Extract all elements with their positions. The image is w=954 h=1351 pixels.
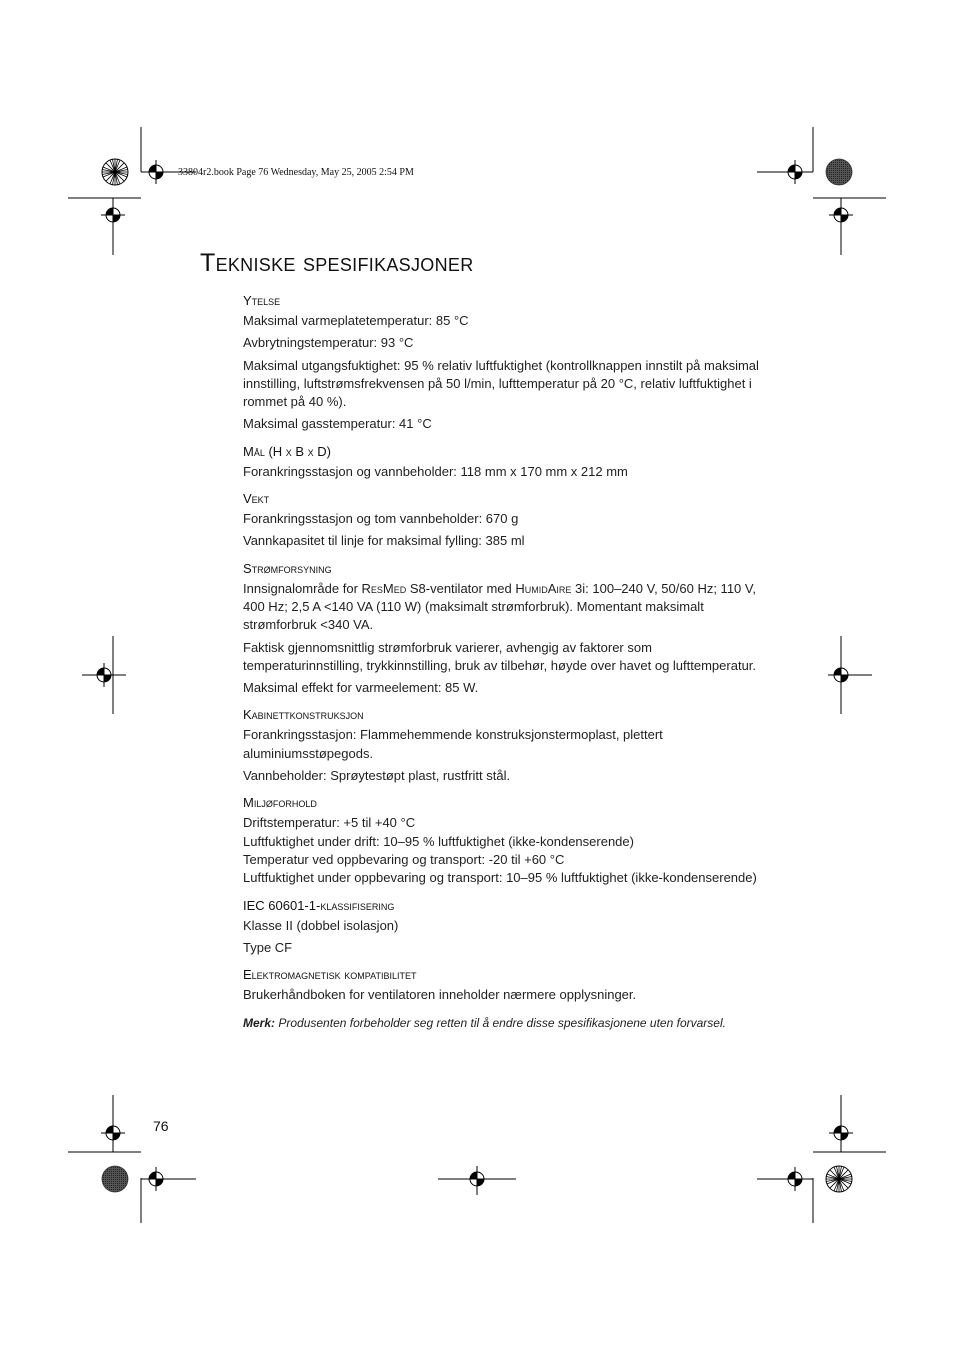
section-heading: Ytelse xyxy=(243,293,281,308)
spec-line: Faktisk gjennomsnittlig strømforbruk varierer, avhengig av faktorer som temperaturinnstilling, trykkinnstilling, bruk av tilbehør, høyde over havet og lufttemperatur. xyxy=(243,639,757,673)
spec-line: Klasse II (dobbel isolasjon) xyxy=(243,917,399,933)
spec-line: Maksimal gasstemperatur: 41 °C xyxy=(243,416,432,432)
section-heading: Vekt xyxy=(243,491,270,507)
section-kabinett xyxy=(243,706,763,785)
section-maal xyxy=(243,443,763,481)
starburst-mark-top-left xyxy=(102,159,128,185)
section-emc xyxy=(243,966,763,1004)
section-heading: Miljøforhold xyxy=(243,795,317,811)
spec-line: Luftfuktighet under drift: 10–95 % luftfuktighet (ikke-kondenserende) xyxy=(243,833,634,849)
spec-line: Forankringsstasjon og vannbeholder: 118 mm x 170 mm x 212 mm xyxy=(243,463,628,479)
book-info-line: 33804r2.book Page 76 Wednesday, May 25, 2005 2:54 PM xyxy=(178,167,414,178)
heading-prefix: IEC 60601-1- xyxy=(243,897,321,913)
spec-line-input-range xyxy=(243,580,763,635)
section-ytelse xyxy=(243,292,763,434)
text-run: -ventilator med xyxy=(425,580,516,596)
spec-line: Avbrytningstemperatur: 93 °C xyxy=(243,335,414,351)
brand-name: ResMed xyxy=(361,580,407,596)
gray-patch-bottom-left xyxy=(102,1166,128,1192)
section-heading: Elektromagnetisk kompatibilitet xyxy=(243,967,417,983)
spec-line: Vannbeholder: Sprøytestøpt plast, rustfritt stål. xyxy=(243,768,511,784)
model-name: 3i xyxy=(571,580,586,596)
spec-line: Luftfuktighet under oppbevaring og transport: 10–95 % luftfuktighet (ikke-kondenserende) xyxy=(243,870,757,886)
section-miljo xyxy=(243,794,763,887)
spec-line: Brukerhåndboken for ventilatoren inneholder nærmere opplysninger. xyxy=(243,987,637,1003)
section-heading: Kabinettkonstruksjon xyxy=(243,707,364,723)
gray-patch-top-right xyxy=(826,159,852,185)
heading-rest: klassifisering xyxy=(320,897,395,913)
model-name: S8 xyxy=(406,580,426,596)
section-iec xyxy=(243,897,763,958)
note-text: Produsenten forbeholder seg retten til å endre disse spesifikasjonene uten forvarsel. xyxy=(278,1016,726,1031)
note xyxy=(243,1014,763,1032)
spec-line: Maksimal effekt for varmeelement: 85 W. xyxy=(243,680,479,696)
spec-line: Temperatur ved oppbevaring og transport: -20 til +60 °C xyxy=(243,851,565,867)
spec-line: Vannkapasitet til linje for maksimal fylling: 385 ml xyxy=(243,533,525,549)
spec-content xyxy=(243,292,763,1032)
spec-line: Forankringsstasjon og tom vannbeholder: 670 g xyxy=(243,511,519,527)
spec-line: Driftstemperatur: +5 til +40 °C xyxy=(243,815,416,831)
spec-line: Maksimal varmeplatetemperatur: 85 °C xyxy=(243,313,469,328)
starburst-mark-bottom-right xyxy=(826,1166,852,1192)
text-run: : 100–240 V, 50/60 Hz; 110 V, 400 Hz; 2,5 A <140 VA (110 W) (maksimalt strømforbruk). Momentant maksimalt strømforbruk <340 VA. xyxy=(243,580,756,633)
section-heading xyxy=(243,897,763,915)
spec-line: Maksimal utgangsfuktighet: 95 % relativ luftfuktighet (kontrollknappen innstilt på maksimal innstilling, luftstrømsfrekvensen på 50 l/min, lufttemperatur på 20 °C, relativ luftfuktighet i rommet på 40 %). xyxy=(243,357,759,410)
section-heading: Strømforsyning xyxy=(243,560,332,576)
spec-line: Forankringsstasjon: Flammehemmende konstruksjonstermoplast, plettert aluminiumsstøpegods. xyxy=(243,727,663,761)
page-number: 76 xyxy=(153,1118,169,1134)
page-title: Tekniske spesifikasjoner xyxy=(200,249,474,277)
note-label: Merk: xyxy=(243,1016,276,1031)
section-vekt xyxy=(243,490,763,551)
brand-name: HumidAire xyxy=(515,580,572,596)
section-heading: Mål (H x B x D) xyxy=(243,443,332,459)
text-run: Innsignalområde for xyxy=(243,580,362,596)
section-stromforsyning xyxy=(243,560,763,698)
spec-line: Type CF xyxy=(243,939,293,955)
